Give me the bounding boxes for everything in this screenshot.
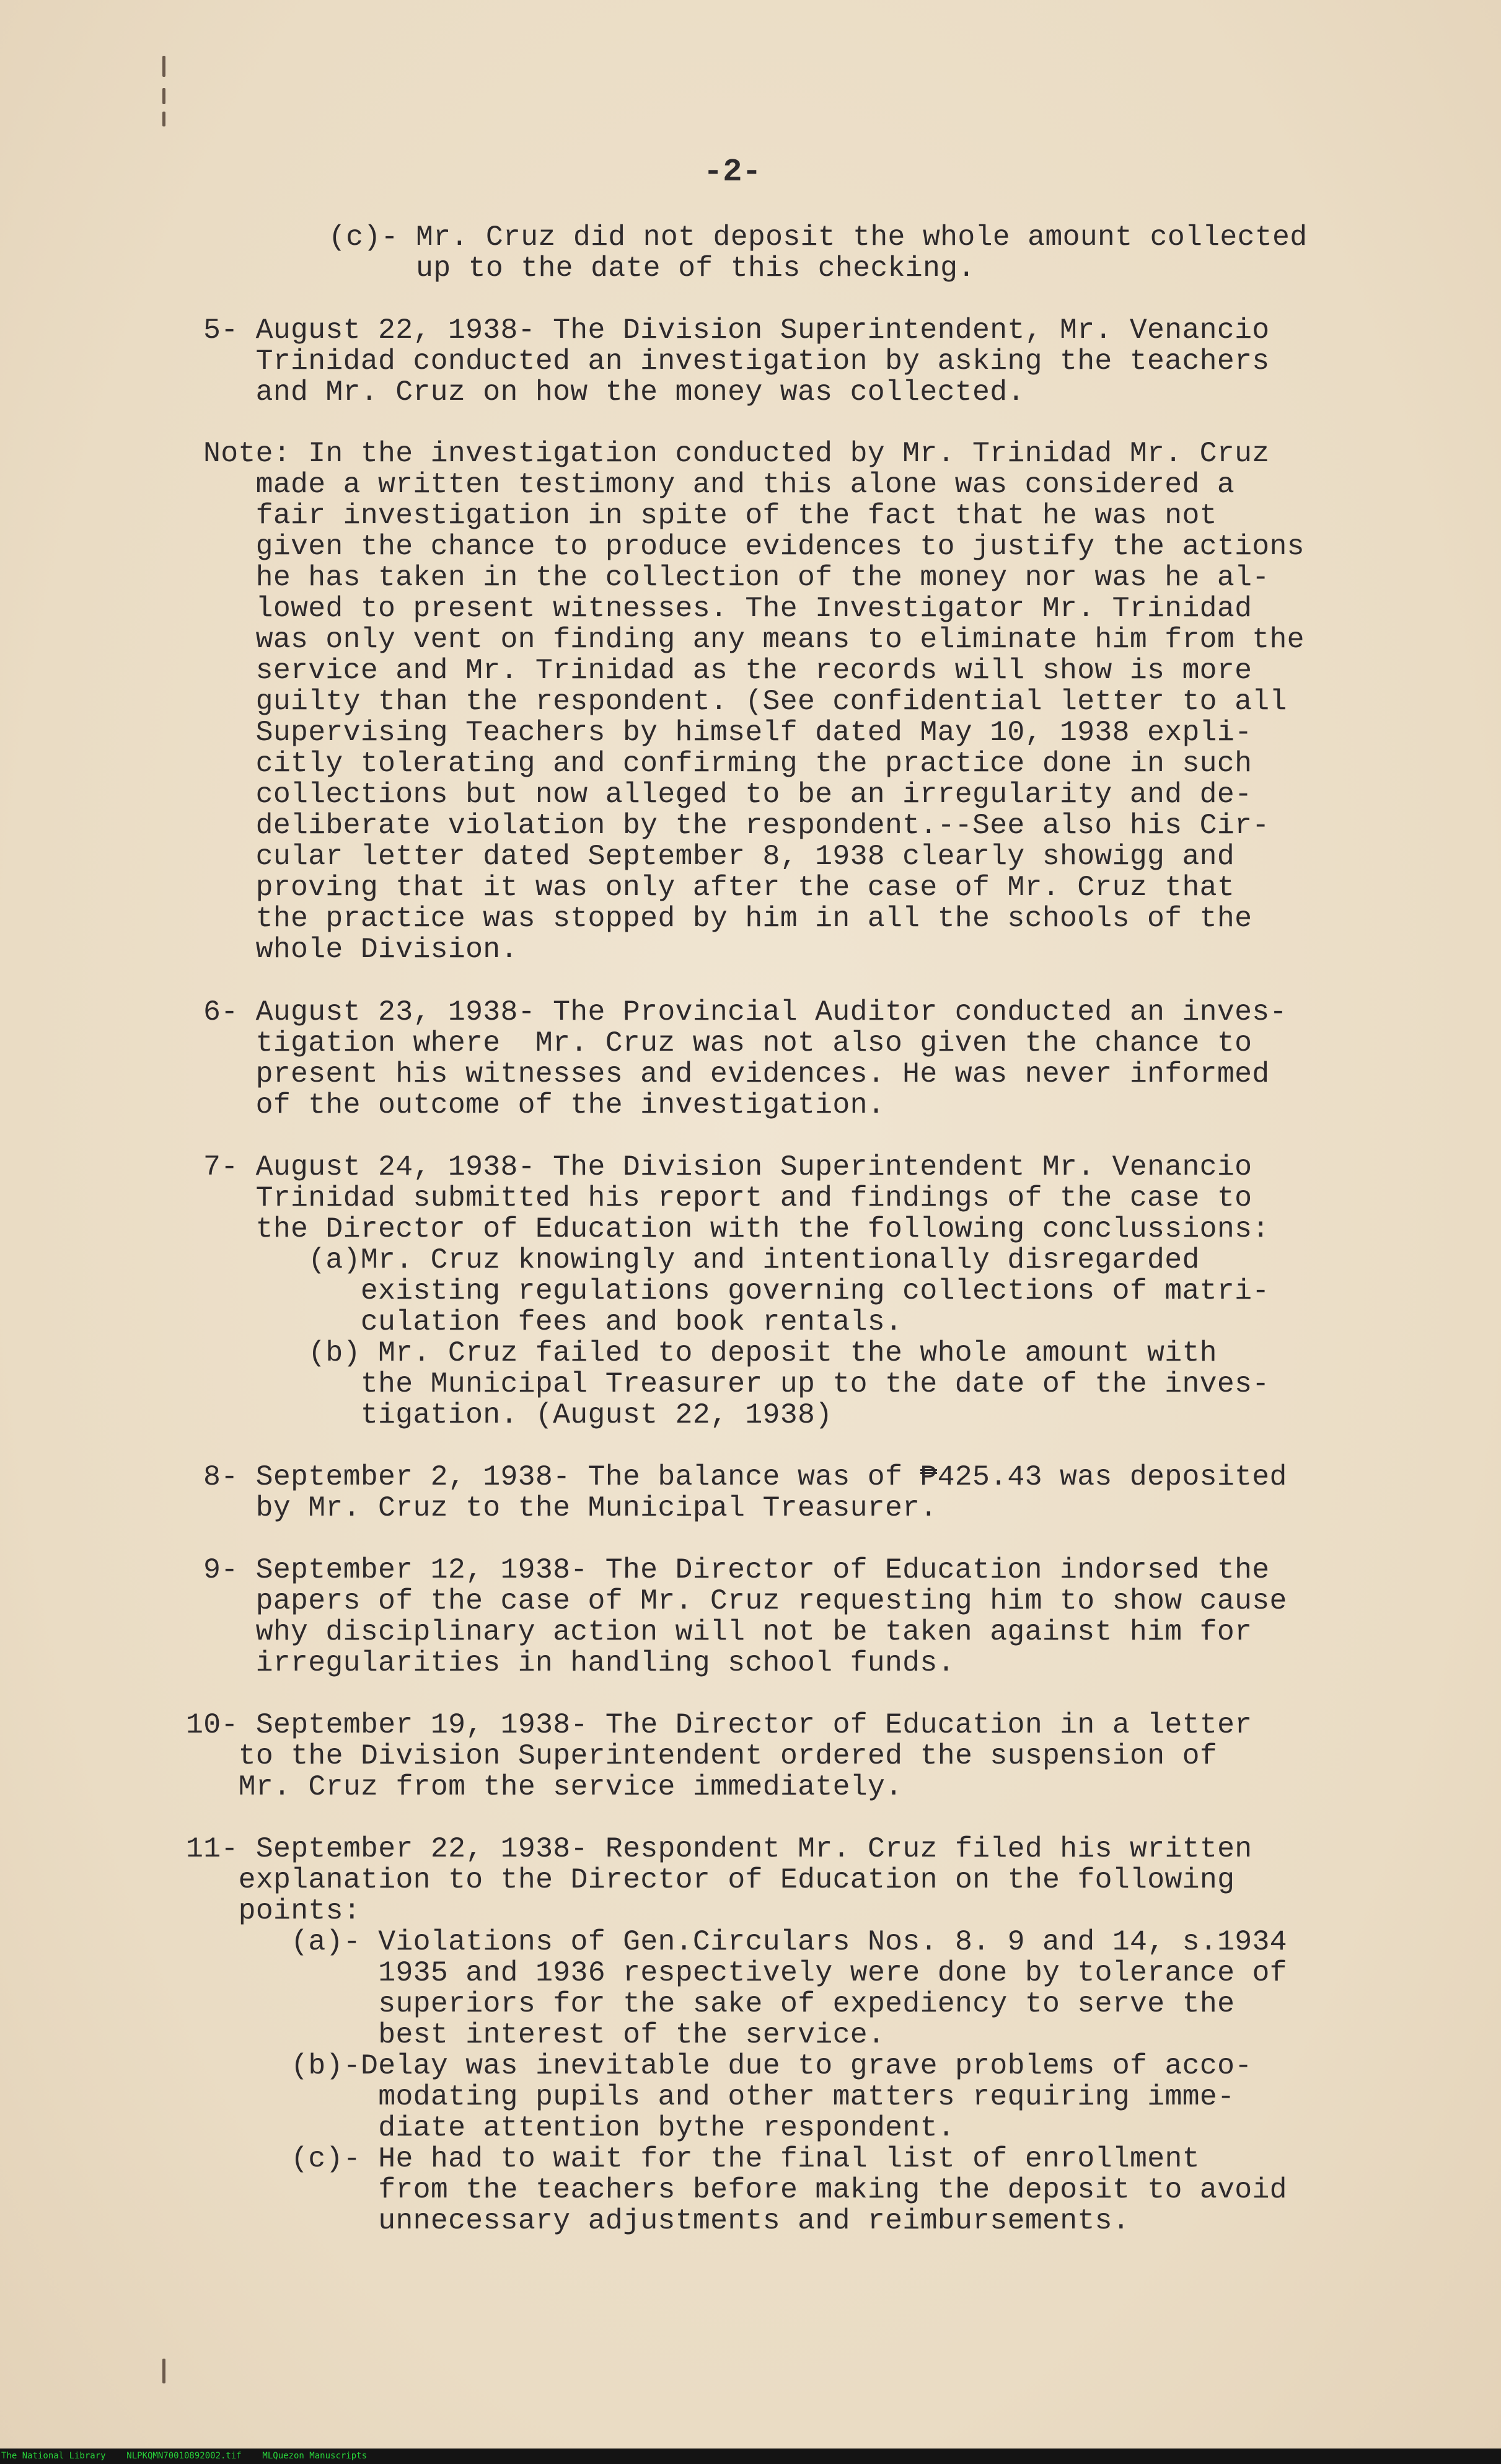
note-paragraph	[203, 438, 1305, 965]
item-7	[203, 1152, 1269, 1431]
line: explanation to the Director of Education on the following	[186, 1863, 1235, 1896]
line: he has taken in the collection of the money nor was he al-	[203, 561, 1270, 594]
line: 10- September 19, 1938- The Director of Education in a letter	[186, 1708, 1252, 1741]
item-9	[203, 1555, 1287, 1679]
line: to the Division Superintendent ordered the suspension of	[186, 1739, 1218, 1772]
line: Supervising Teachers by himself dated May 10, 1938 expli-	[203, 716, 1252, 749]
line: points:	[186, 1894, 361, 1927]
line: Note: In the investigation conducted by Mr. Trinidad Mr. Cruz	[203, 437, 1270, 470]
line: up to the date of this checking.	[328, 252, 975, 285]
line: 9- September 12, 1938- The Director of Education indorsed the	[203, 1553, 1270, 1586]
line: Trinidad conducted an investigation by asking the teachers	[203, 345, 1270, 378]
item-5	[203, 315, 1269, 408]
line: papers of the case of Mr. Cruz requesting him to show cause	[203, 1584, 1287, 1617]
line: guilty than the respondent. (See confidential letter to all	[203, 685, 1287, 718]
archive-footer: The National Library NLPKQMN70010892002.tif MLQuezon Manuscripts	[0, 2449, 1501, 2464]
item-8	[203, 1462, 1287, 1524]
line: made a written testimony and this alone was considered a	[203, 468, 1235, 501]
line: proving that it was only after the case of Mr. Cruz that	[203, 871, 1235, 904]
line: (b) Mr. Cruz failed to deposit the whole amount with	[203, 1336, 1217, 1369]
line: why disciplinary action will not be taken against him for	[203, 1615, 1252, 1648]
line: (c)- Mr. Cruz did not deposit the whole amount collected	[328, 221, 1308, 254]
line: service and Mr. Trinidad as the records will show is more	[203, 654, 1252, 687]
line: 11- September 22, 1938- Respondent Mr. Cruz filed his written	[186, 1832, 1252, 1865]
item-c-continuation	[328, 222, 1307, 284]
line: tigation. (August 22, 1938)	[203, 1398, 833, 1431]
punch-mark-top-1	[162, 56, 165, 77]
line: unnecessary adjustments and reimbursements.	[186, 2204, 1130, 2237]
line: whole Division.	[203, 933, 518, 966]
line: superiors for the sake of expediency to serve the	[186, 1987, 1235, 2020]
line: the Municipal Treasurer up to the date of the inves-	[203, 1367, 1270, 1400]
line: deliberate violation by the respondent.--See also his Cir-	[203, 809, 1270, 842]
line: (c)- He had to wait for the final list of enrollment	[186, 2142, 1200, 2175]
page-number: -2-	[703, 154, 762, 190]
line: irregularities in handling school funds.	[203, 1646, 955, 1679]
line: present his witnesses and evidences. He was never informed	[203, 1058, 1270, 1090]
line: (a)Mr. Cruz knowingly and intentionally disregarded	[203, 1243, 1200, 1276]
item-6	[203, 997, 1287, 1121]
line: fair investigation in spite of the fact that he was not	[203, 499, 1217, 532]
line: and Mr. Cruz on how the money was collected.	[203, 376, 1025, 408]
line: culation fees and book rentals.	[203, 1305, 903, 1338]
line: tigation where Mr. Cruz was not also given the chance to	[203, 1027, 1252, 1059]
line: lowed to present witnesses. The Investigator Mr. Trinidad	[203, 592, 1252, 625]
punch-mark-top-3	[162, 112, 165, 126]
line: from the teachers before making the deposit to avoid	[186, 2173, 1287, 2206]
line: 8- September 2, 1938- The balance was of ₱425.43 was deposited	[203, 1460, 1287, 1493]
line: given the chance to produce evidences to justify the actions	[203, 530, 1305, 563]
line: citly tolerating and confirming the practice done in such	[203, 747, 1252, 780]
line: diate attention bythe respondent.	[186, 2111, 955, 2144]
line: cular letter dated September 8, 1938 clearly showigg and	[203, 840, 1235, 873]
punch-mark-top-2	[162, 88, 165, 104]
item-10	[186, 1710, 1252, 1803]
punch-mark-bottom	[162, 2359, 165, 2383]
line: best interest of the service.	[186, 2018, 886, 2051]
line: existing regulations governing collections of matri-	[203, 1274, 1270, 1307]
line: (a)- Violations of Gen.Circulars Nos. 8. 9 and 14, s.1934	[186, 1925, 1287, 1958]
line: Mr. Cruz from the service immediately.	[186, 1770, 903, 1803]
line: collections but now alleged to be an irregularity and de-	[203, 778, 1252, 811]
line: 6- August 23, 1938- The Provincial Auditor conducted an inves-	[203, 996, 1287, 1028]
item-11	[186, 1834, 1287, 2237]
line: by Mr. Cruz to the Municipal Treasurer.	[203, 1491, 938, 1524]
line: Trinidad submitted his report and findings of the case to	[203, 1181, 1252, 1214]
line: 5- August 22, 1938- The Division Superintendent, Mr. Venancio	[203, 314, 1270, 347]
line: the practice was stopped by him in all the schools of the	[203, 902, 1252, 935]
line: modating pupils and other matters requiring imme-	[186, 2080, 1235, 2113]
line: the Director of Education with the following conclussions:	[203, 1212, 1270, 1245]
line: (b)-Delay was inevitable due to grave problems of acco-	[186, 2049, 1252, 2082]
line: was only vent on finding any means to eliminate him from the	[203, 623, 1305, 656]
line: 1935 and 1936 respectively were done by tolerance of	[186, 1956, 1287, 1989]
line: 7- August 24, 1938- The Division Superintendent Mr. Venancio	[203, 1150, 1252, 1183]
line: of the outcome of the investigation.	[203, 1088, 885, 1121]
